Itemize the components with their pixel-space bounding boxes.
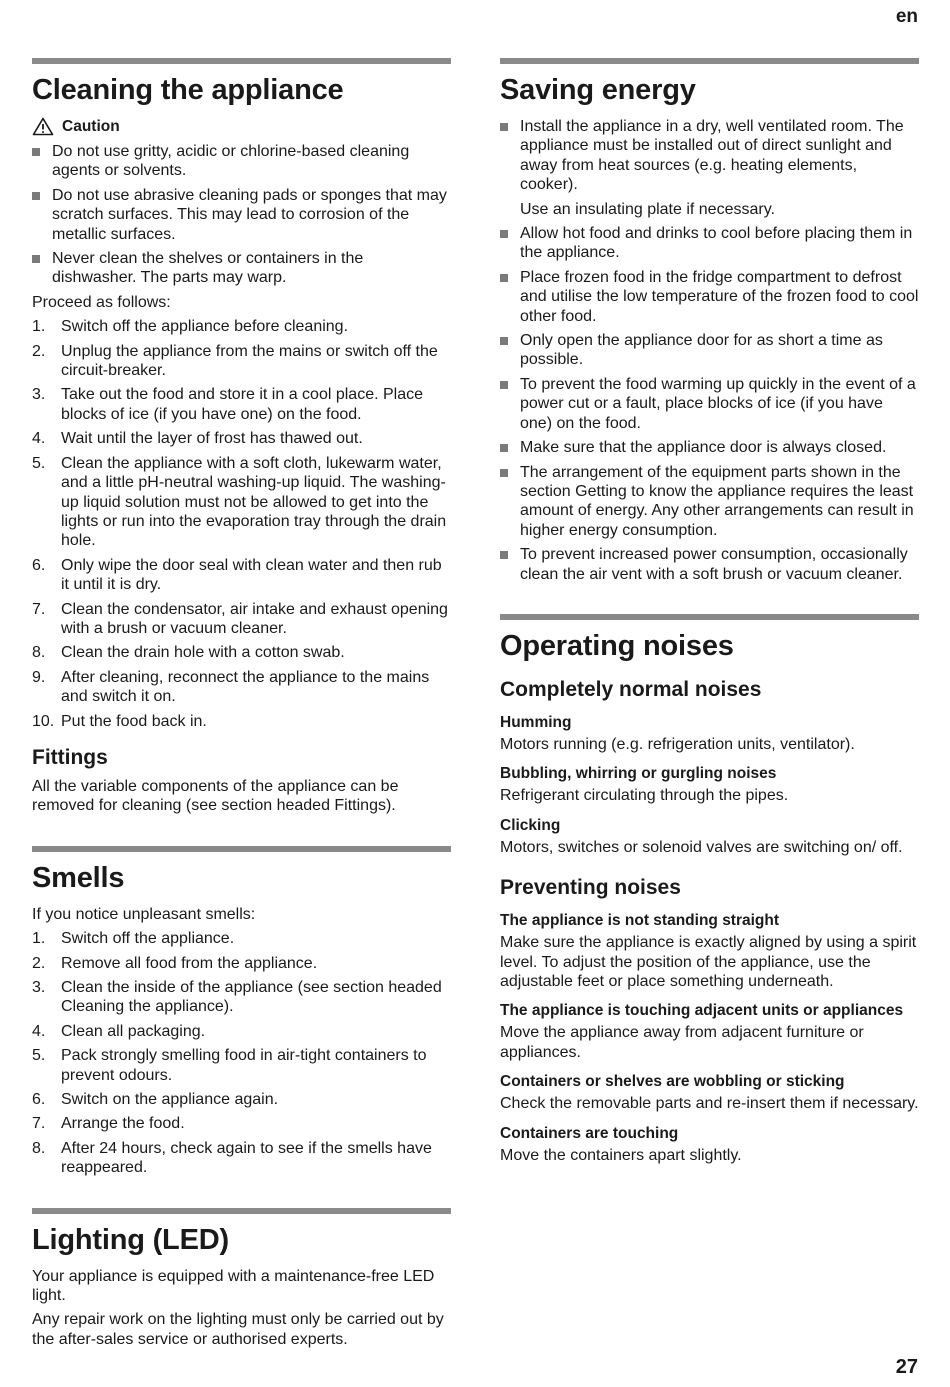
bullet-square-icon <box>500 444 508 452</box>
lighting-section <box>32 1208 451 1350</box>
noise-text: Make sure the appliance is exactly aligned by using a spirit level. To adjust the position of the appliance, use the adjustable feet or place something underneath. <box>500 934 917 990</box>
caution-label: Caution <box>62 117 120 135</box>
bullet-square-icon <box>500 469 508 477</box>
list-item: 5. Clean the appliance with a soft cloth, lukewarm water, and a little pH-neutral washing-up liquid. The washing-up liquid solution must not be allowed to get into the lights or run into the evaporation tray through the drain hole. <box>32 454 447 550</box>
list-item: 4. Clean all packaging. <box>32 1022 206 1040</box>
list-item: The arrangement of the equipment parts shown in the section Getting to know the appliance requires the least amount of energy. Any other arrangements can result in higher energy consumption. <box>500 463 919 541</box>
list-item: Do not use abrasive cleaning pads or sponges that may scratch surfaces. This may lead to corrosion of the metallic surfaces. <box>32 186 451 244</box>
language-code: en <box>895 6 918 27</box>
list-item: Never clean the shelves or containers in the dishwasher. The parts may warp. <box>32 249 451 288</box>
bullet-square-icon <box>500 381 508 389</box>
list-item: 2. Unplug the appliance from the mains or switch off the circuit-breaker. <box>32 342 438 380</box>
noise-heading: The appliance is touching adjacent units or appliances <box>500 1002 904 1020</box>
list-item: 5. Pack strongly smelling food in air-tight containers to prevent odours. <box>32 1047 427 1084</box>
list-item: 1. Switch off the appliance. <box>32 930 235 948</box>
list-item: Do not use gritty, acidic or chlorine-based cleaning agents or solvents. <box>32 142 451 181</box>
bullet-square-icon <box>32 192 40 200</box>
caution-list <box>32 142 451 288</box>
caution-heading <box>32 117 451 136</box>
bullet-square-icon <box>500 337 508 345</box>
list-item: 8. After 24 hours, check again to see if the smells have reappeared. <box>32 1139 432 1177</box>
list-item: 7. Arrange the food. <box>32 1115 185 1133</box>
noise-heading: Clicking <box>500 816 561 834</box>
bullet-square-icon <box>500 274 508 282</box>
list-item: 2. Remove all food from the appliance. <box>32 954 318 972</box>
operating-noises-section <box>500 614 919 1165</box>
bullet-square-icon <box>500 551 508 559</box>
warning-icon <box>32 117 54 136</box>
list-item: To prevent increased power consumption, occasionally clean the air vent with a soft brush or vacuum cleaner. <box>500 545 919 584</box>
saving-energy-list <box>500 117 919 584</box>
list-item: 1. Switch off the appliance before cleaning. <box>32 318 349 336</box>
noise-text: Motors running (e.g. refrigeration units, ventilator). <box>500 735 855 753</box>
list-item: 3. Take out the food and store it in a cool place. Place blocks of ice (if you have one) on the food. <box>32 386 424 423</box>
bullet-square-icon <box>32 255 40 263</box>
normal-noises-title: Completely normal noises <box>500 677 762 701</box>
list-item: Make sure that the appliance door is always closed. <box>500 438 919 457</box>
noise-heading: Humming <box>500 713 572 731</box>
left-column <box>32 58 451 1354</box>
list-item: 7. Clean the condensator, air intake and exhaust opening with a brush or vacuum cleaner. <box>32 600 448 637</box>
list-item: Install the appliance in a dry, well ventilated room. The appliance must be installed out of direct sunlight and away from heat sources (e.g. heating elements, cooker). Use an insulating plate if necessary. <box>500 117 919 219</box>
list-item: 8. Clean the drain hole with a cotton swab. <box>32 644 345 662</box>
list-item: Allow hot food and drinks to cool before placing them in the appliance. <box>500 224 919 263</box>
list-item: 9. After cleaning, reconnect the appliance to the mains and switch it on. <box>32 668 430 706</box>
noise-text: Motors, switches or solenoid valves are switching on/ off. <box>500 838 903 856</box>
list-item: 10. Put the food back in. <box>32 712 207 730</box>
cleaning-title: Cleaning the appliance <box>32 74 344 106</box>
lighting-title: Lighting (LED) <box>32 1223 229 1256</box>
preventing-noises-title: Preventing noises <box>500 876 681 900</box>
list-item: 6. Only wipe the door seal with clean water and then rub it until it is dry. <box>32 556 442 594</box>
operating-noises-title: Operating noises <box>500 629 734 662</box>
noise-text: Move the containers apart slightly. <box>500 1146 742 1164</box>
bullet-square-icon <box>32 148 40 156</box>
list-item: 4. Wait until the layer of frost has thawed out. <box>32 430 363 448</box>
smells-title: Smells <box>32 861 125 894</box>
noise-heading: Bubbling, whirring or gurgling noises <box>500 765 777 783</box>
smells-intro: If you notice unpleasant smells: <box>32 905 256 923</box>
list-item: 6. Switch on the appliance again. <box>32 1091 279 1109</box>
lighting-paragraph: Any repair work on the lighting must only be carried out by the after-sales service or authorised experts. <box>32 1311 444 1348</box>
cleaning-intro: Proceed as follows: <box>32 293 171 311</box>
cleaning-section <box>32 58 451 816</box>
list-item: Place frozen food in the fridge compartment to defrost and utilise the low temperature of the frozen food to cool other food. <box>500 268 919 326</box>
noise-heading: The appliance is not standing straight <box>500 912 780 930</box>
noise-heading: Containers are touching <box>500 1124 679 1142</box>
list-item: 3. Clean the inside of the appliance (see section headed Cleaning the appliance). <box>32 979 442 1016</box>
page-number: 27 <box>895 1356 918 1378</box>
cleaning-steps <box>32 317 451 731</box>
smells-steps <box>32 929 451 1177</box>
noise-text: Check the removable parts and re-insert them if necessary. <box>500 1095 919 1113</box>
lighting-paragraph: Your appliance is equipped with a maintenance-free LED light. <box>32 1267 435 1305</box>
right-column <box>500 58 919 1170</box>
fittings-text: All the variable components of the appliance can be removed for cleaning (see section headed Fittings). <box>32 777 399 815</box>
list-item: To prevent the food warming up quickly in the event of a power cut or a fault, place blocks of ice (if you have one) on the food. <box>500 375 919 433</box>
list-item: Only open the appliance door for as short a time as possible. <box>500 331 919 370</box>
smells-section <box>32 846 451 1178</box>
saving-energy-section <box>500 58 919 584</box>
bullet-square-icon <box>500 123 508 131</box>
noise-heading: Containers or shelves are wobbling or sticking <box>500 1073 845 1091</box>
saving-energy-title: Saving energy <box>500 74 696 106</box>
noise-text: Move the appliance away from adjacent furniture or appliances. <box>500 1024 864 1061</box>
noise-text: Refrigerant circulating through the pipes. <box>500 787 789 805</box>
fittings-title: Fittings <box>32 745 108 769</box>
bullet-square-icon <box>500 230 508 238</box>
